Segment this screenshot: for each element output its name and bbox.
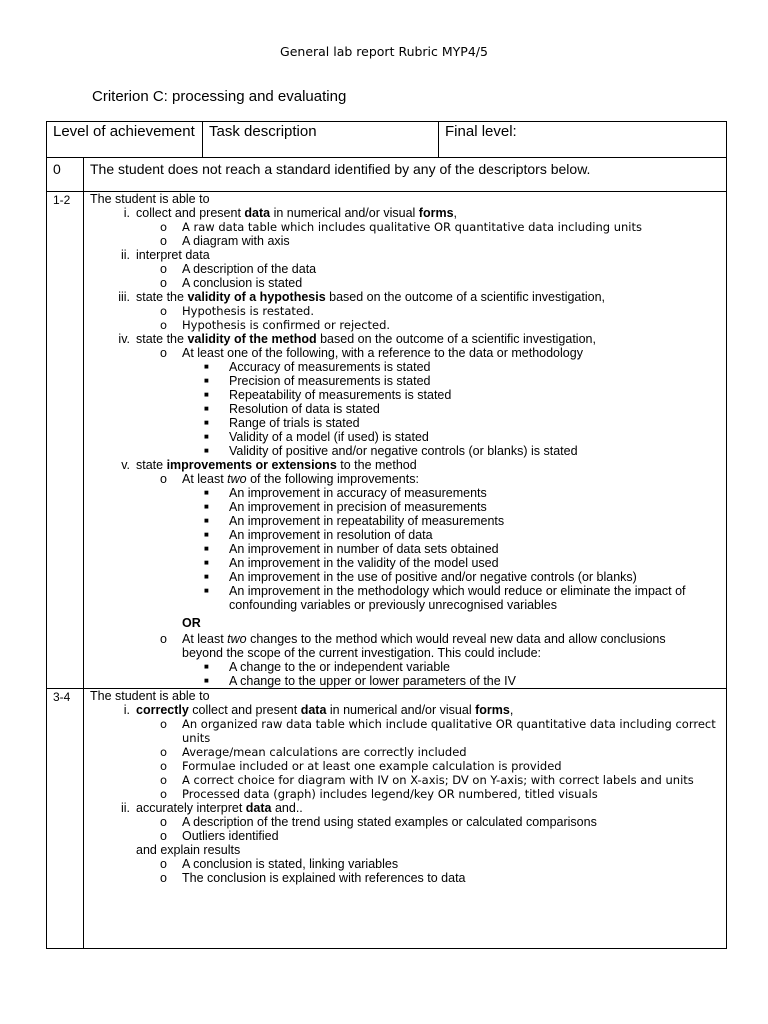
list-subitem: ■ A change to the upper or lower parameters of the IV [204,674,516,688]
list-item: o A diagram with axis [160,234,290,248]
list-subitem: ■ A change to the or independent variable [204,660,451,674]
header-final: Final level: [439,122,727,158]
list-subitem: ■ Validity of a model (if used) is stated [204,430,429,444]
list-item: o At least two changes to the method which would reveal new data and allow conclusions [160,632,666,646]
list-subitem: ■ Validity of positive and/or negative controls (or blanks) is stated [204,444,578,458]
table-header-row [47,122,727,158]
list-item: o At least two of the following improvements: [160,472,419,486]
list-subitem: ■ An improvement in precision of measurements [204,500,487,514]
descriptor-cell [84,192,727,689]
descriptor-cell [84,689,727,949]
list-item: o The conclusion is explained with references to data [160,871,466,885]
list-subitem: ■ An improvement in the use of positive and/or negative controls (or blanks) [204,570,637,584]
list-item: o Formulae included or at least one example calculation is provided [160,759,562,773]
list-item: o Average/mean calculations are correctly included [160,745,467,759]
document-title: General lab report Rubric MYP4/5 [280,44,488,59]
list-subitem: ■ Accuracy of measurements is stated [204,360,431,374]
list-subitem: ■ An improvement in accuracy of measurements [204,486,487,500]
criterion-v: v. state improvements or extensions to the method [121,458,417,472]
level-cell: 3-4 [47,689,84,949]
table-row-level-1-2 [47,192,727,689]
list-subitem: ■ An improvement in repeatability of measurements [204,514,505,528]
list-subitem: ■ Repeatability of measurements is stated [204,388,452,402]
intro-line: The student is able to [90,192,210,206]
list-item: o A correct choice for diagram with IV on X-axis; DV on Y-axis; with correct labels and units [160,773,694,787]
header-level: Level of achievement [47,122,203,158]
list-subitem: ■ An improvement in resolution of data [204,528,433,542]
intro-line: The student is able to [90,689,210,703]
list-item-continued: beyond the scope of the current investigation. This could include: [182,646,542,660]
criterion-i: i. collect and present data in numerical and/or visual forms, [123,206,458,220]
list-item: o A conclusion is stated, linking variables [160,857,399,871]
criterion-ii: ii. interpret data [120,248,210,262]
list-item: o A description of the trend using stated examples or calculated comparisons [160,815,597,829]
list-item: o A raw data table which includes qualitative OR quantitative data including units [160,220,642,234]
list-subitem: ■ An improvement in number of data sets obtained [204,542,499,556]
list-item: o Outliers identified [160,829,279,843]
list-item: o Hypothesis is restated. [160,304,314,318]
list-subitem: ■ Resolution of data is stated [204,402,380,416]
and-line: and explain results [136,843,241,857]
criterion-ii: ii. accurately interpret data and.. [120,801,303,815]
list-subitem: ■ An improvement in the methodology which would reduce or eliminate the impact of [204,584,686,598]
list-item: o Processed data (graph) includes legend/key OR numbered, titled visuals [160,787,598,801]
list-subitem: ■ Precision of measurements is stated [204,374,431,388]
rubric-table [46,121,727,949]
list-item: o A conclusion is stated [160,276,303,290]
descriptor-cell: The student does not reach a standard identified by any of the descriptors below. [84,158,727,192]
list-item: o Hypothesis is confirmed or rejected. [160,318,391,332]
level-cell: 0 [47,158,84,192]
list-item: o An organized raw data table which include qualitative OR quantitative data including correct [160,717,716,731]
list-subitem: ■ An improvement in the validity of the model used [204,556,499,570]
table-row-level-3-4 [47,689,727,949]
list-item-continued: units [182,731,211,745]
header-task: Task description [203,122,439,158]
list-subitem: ■ Range of trials is stated [204,416,360,430]
criterion-i: i. correctly collect and present data in numerical and/or visual forms, [123,703,514,717]
table-row-level-0 [47,158,727,192]
or-separator: OR [182,616,201,630]
list-item: o A description of the data [160,262,317,276]
criterion-title: Criterion C: processing and evaluating [92,88,347,105]
level-cell: 1-2 [47,192,84,689]
criterion-iii: iii. state the validity of a hypothesis based on the outcome of a scientific investigation, [118,290,606,304]
list-subitem-continued: confounding variables or previously unrecognised variables [229,598,557,612]
criterion-iv: iv. state the validity of the method based on the outcome of a scientific investigation, [118,332,596,346]
list-item: o At least one of the following, with a reference to the data or methodology [160,346,583,360]
